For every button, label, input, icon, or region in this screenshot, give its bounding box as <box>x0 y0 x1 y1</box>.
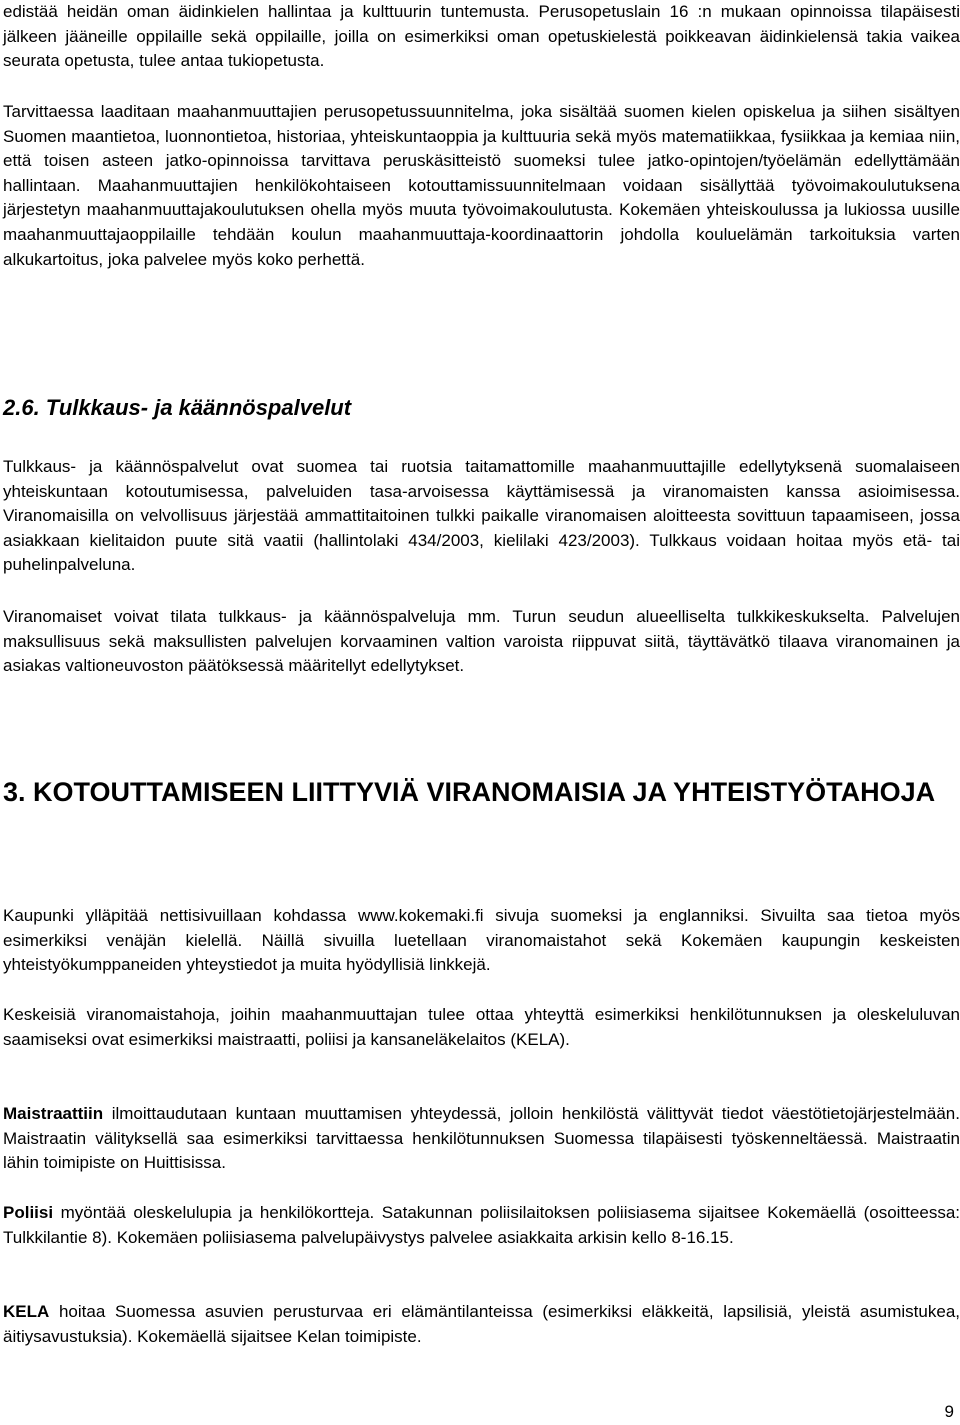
paragraph-tukiopetus: edistää heidän oman äidinkielen hallintaa ja kulttuurin tuntemusta. Perusopetuslain 16 :n mukaan opinnoissa tilapäisesti jälkeen jääneille oppilaille sekä oppilaille, joilla on esimerkiksi oman opetuskielestä poikkeavan äidinkielensä takia vaikea seurata opetusta, tulee antaa tukiopetusta. <box>3 2 960 71</box>
paragraph-perusopetussuunnitelma: Tarvittaessa laaditaan maahanmuuttajien perusopetussuunnitelma, joka sisältää suomen kielen opiskelua ja siihen sisältyen Suomen maantietoa, luonnontietoa, historiaa, yhteiskuntaoppia ja kulttuuria sekä myös matematiikkaa, fysiikkaa ja kemiaa niin, että toisen asteen jatko-opinnoissa tarvittava peruskäsitteistö suomeksi tulee jatko-opintojen/työelämän edellyttämään hallintaan. Maahanmuuttajien henkilökohtaiseen kotouttamissuunnitelmaan voidaan sisällyttää työvoimakoulutuksena järjestetyn maahanmuuttajakoulutuksen ohella myös muuta työvoimakoulutusta. Kokemäen yhteiskoulussa ja lukiossa uusille maahanmuuttajaoppilaille tehdään koulun maahanmuuttaja-koordinaattorin johdolla kouluelämän tarkoituksia varten alkukartoitus, joka palvelee myös koko perhettä. <box>3 102 960 269</box>
paragraph-maistraatti-text: ilmoittaudutaan kuntaan muuttamisen yhteydessä, jolloin henkilöstä välittyvät tiedot väestötietojärjestelmään. Maistraatin välityksellä saa esimerkiksi tarvittaessa henkilötunnuksen Suomessa tilapäisesti työskenneltäessä. Maistraatin lähin toimipiste on Huittisissa. <box>3 1104 960 1173</box>
page-number: 9 <box>944 1402 954 1421</box>
section-heading-2-6: 2.6. Tulkkaus- ja käännöspalvelut <box>3 395 352 420</box>
paragraph-kela <box>3 1300 960 1349</box>
term-maistraatti: Maistraattiin <box>3 1104 104 1123</box>
section-heading-3: 3. KOTOUTTAMISEEN LIITTYVIÄ VIRANOMAISIA JA YHTEISTYÖTAHOJA <box>3 777 936 807</box>
paragraph-tulkkauspalvelut: Tulkkaus- ja käännöspalvelut ovat suomea tai ruotsia taitamattomille maahanmuuttajille edellytyksenä suomalaiseen yhteiskuntaan kotoutumisessa, palveluiden tasa-arvoisessa käyttämisessä ja viranomaisten kanssa asioimisessa. Viranomaisilla on velvollisuus järjestää ammattitaitoinen tulkki paikalle viranomaisen aloitteesta sovittuun tapaamiseen, jossa asiakkaan kielitaidon puute sitä vaatii (hallintolaki 434/2003, kielilaki 423/2003). Tulkkaus voidaan hoitaa myös etä- tai puhelinpalveluna. <box>3 457 960 575</box>
paragraph-maistraatti <box>3 1102 960 1176</box>
paragraph-tulkkikeskus: Viranomaiset voivat tilata tulkkaus- ja käännöspalveluja mm. Turun seudun alueelliselta tulkkikeskukselta. Palvelujen maksullisuus sekä maksullisten palvelujen korvaaminen valtion varoista riippuvat siitä, täyttävätkö tilaava viranomainen ja asiakas valtioneuvoston päätöksessä määritellyt edellytykset. <box>3 607 960 676</box>
term-poliisi: Poliisi <box>3 1203 54 1222</box>
paragraph-viranomaistahot: Keskeisiä viranomaistahoja, joihin maahanmuuttajan tulee ottaa yhteyttä esimerkiksi henkilötunnuksen ja oleskeluluvan saamiseksi ovat esimerkiksi maistraatti, poliisi ja kansaneläkelaitos (KELA). <box>3 1005 960 1049</box>
paragraph-kela-text: hoitaa Suomessa asuvien perusturvaa eri elämäntilanteissa (esimerkiksi eläkkeitä, lapsilisiä, yleistä asumistukea, äitiysavustuksia). Kokemäellä sijaitsee Kelan toimipiste. <box>3 1302 960 1346</box>
term-kela: KELA <box>3 1302 50 1321</box>
paragraph-nettisivut: Kaupunki ylläpitää nettisivuillaan kohdassa www.kokemaki.fi sivuja suomeksi ja englanniksi. Sivuilta saa tietoa myös esimerkiksi venäjän kielellä. Näillä sivuilla luetellaan viranomaistahot sekä Kokemäen kaupungin keskeisten yhteistyökumppaneiden yhteystiedot ja muita hyödyllisiä linkkejä. <box>3 906 960 975</box>
paragraph-poliisi <box>3 1201 960 1250</box>
paragraph-poliisi-text: myöntää oleskelulupia ja henkilökortteja. Satakunnan poliisilaitoksen poliisiasema sijaitsee Kokemäellä (osoitteessa: Tulkkilantie 8). Kokemäen poliisiasema palvelupäivystys palvelee asiakkaita arkisin kello 8-16.15. <box>3 1203 960 1247</box>
